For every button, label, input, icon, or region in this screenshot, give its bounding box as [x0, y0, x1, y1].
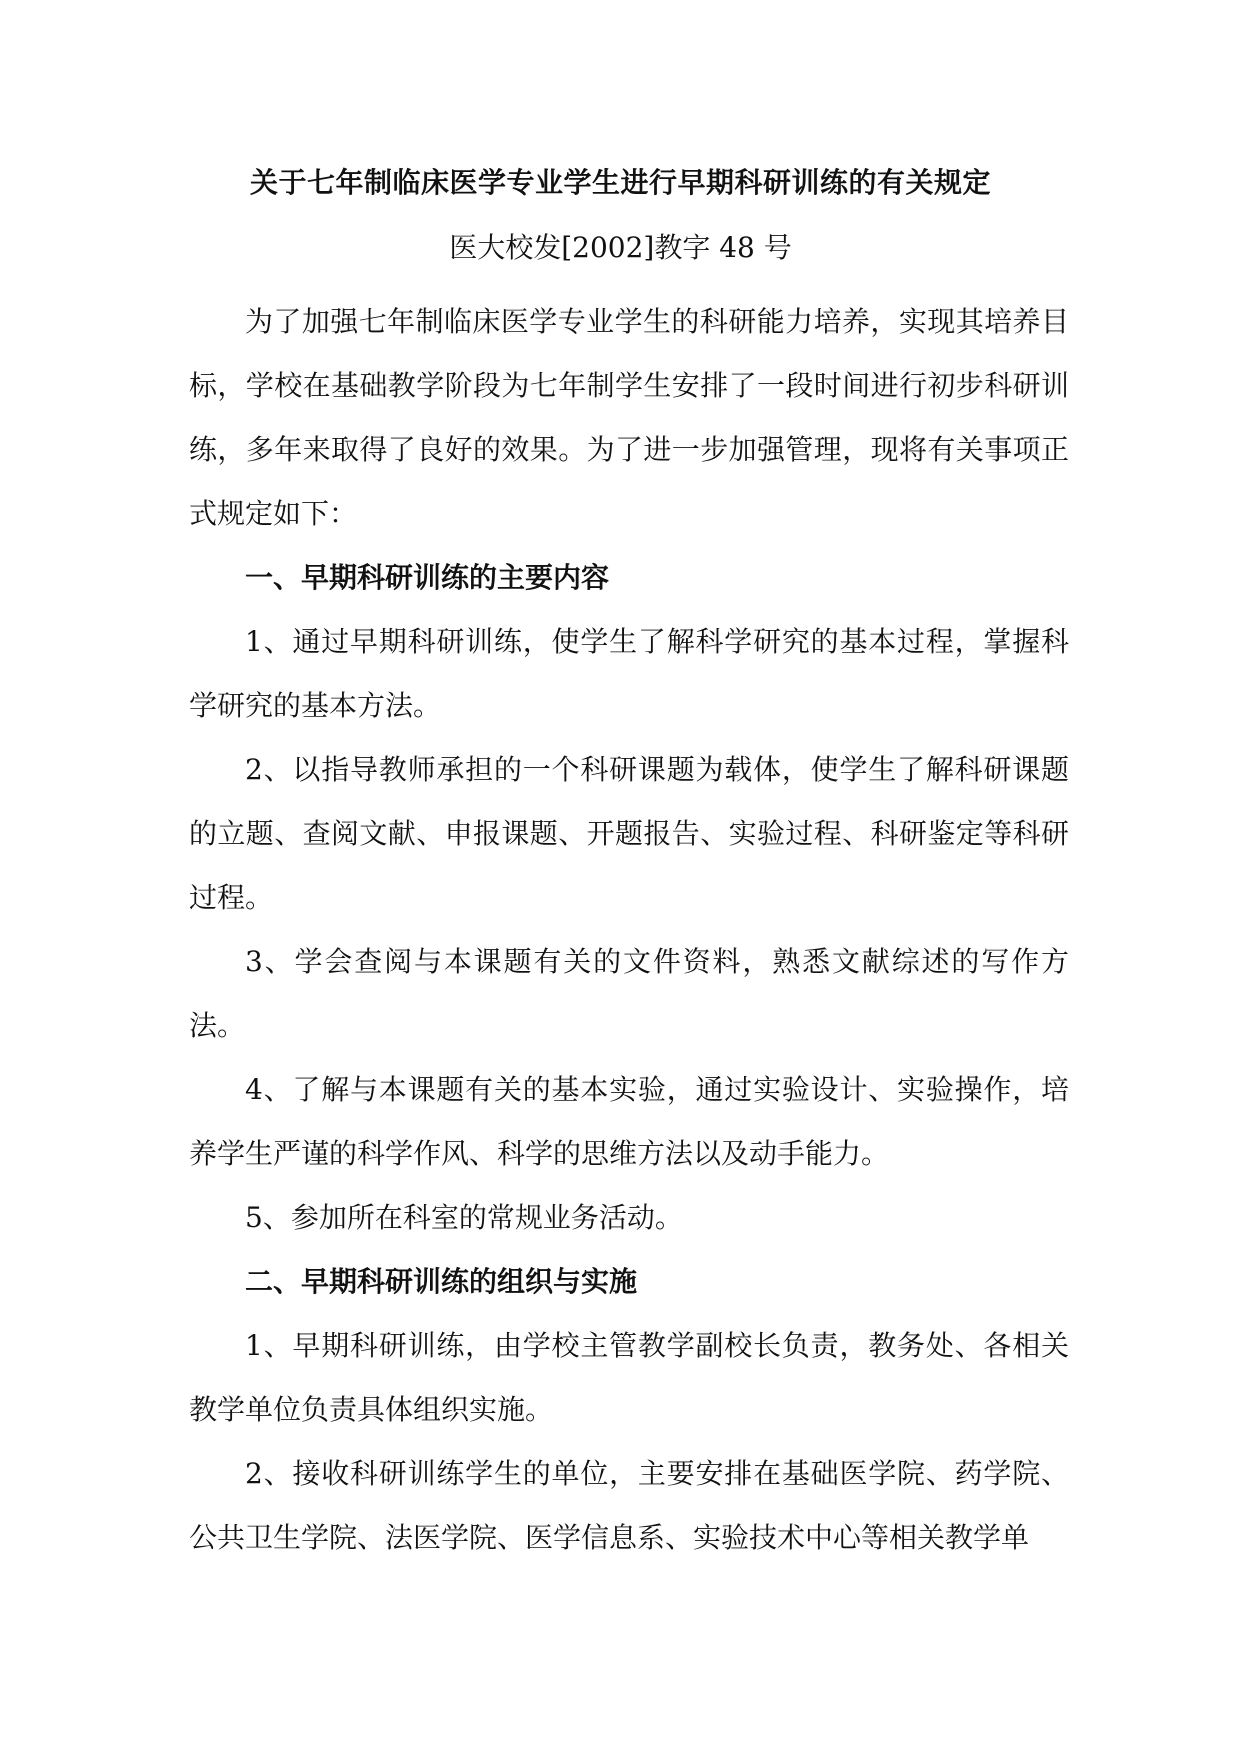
section-1-item-1: 1、通过早期科研训练，使学生了解科学研究的基本过程，掌握科学研究的基本方法。: [189, 625, 1069, 722]
section-1-heading: 一、早期科研训练的主要内容: [245, 561, 610, 594]
section-1-item-2: 2、以指导教师承担的一个科研课题为载体，使学生了解科研课题的立题、查阅文献、申报课题、开题报告、实验过程、科研鉴定等科研过程。: [189, 753, 1069, 914]
document-title: 关于七年制临床医学专业学生进行早期科研训练的有关规定: [249, 166, 991, 199]
intro-paragraph: 为了加强七年制临床医学专业学生的科研能力培养，实现其培养目标，学校在基础教学阶段为七年制学生安排了一段时间进行初步科研训练，多年来取得了良好的效果。为了进一步加强管理，现将有关事项正式规定如下：: [189, 305, 1069, 530]
section-1-item-5: 5、参加所在科室的常规业务活动。: [245, 1201, 683, 1234]
section-2-item-2: 2、接收科研训练学生的单位，主要安排在基础医学院、药学院、公共卫生学院、法医学院、医学信息系、实验技术中心等相关教学单: [189, 1457, 1069, 1554]
section-2-item-1: 1、早期科研训练，由学校主管教学副校长负责，教务处、各相关教学单位负责具体组织实施。: [189, 1329, 1069, 1426]
section-1-item-4: 4、了解与本课题有关的基本实验，通过实验设计、实验操作，培养学生严谨的科学作风、科学的思维方法以及动手能力。: [189, 1073, 1069, 1170]
document-body: [189, 290, 1069, 1570]
section-1-item-3: 3、学会查阅与本课题有关的文件资料，熟悉文献综述的写作方法。: [189, 945, 1069, 1042]
section-2-heading: 二、早期科研训练的组织与实施: [245, 1265, 638, 1298]
document-number: 医大校发[2002]教字 48 号: [449, 231, 792, 264]
